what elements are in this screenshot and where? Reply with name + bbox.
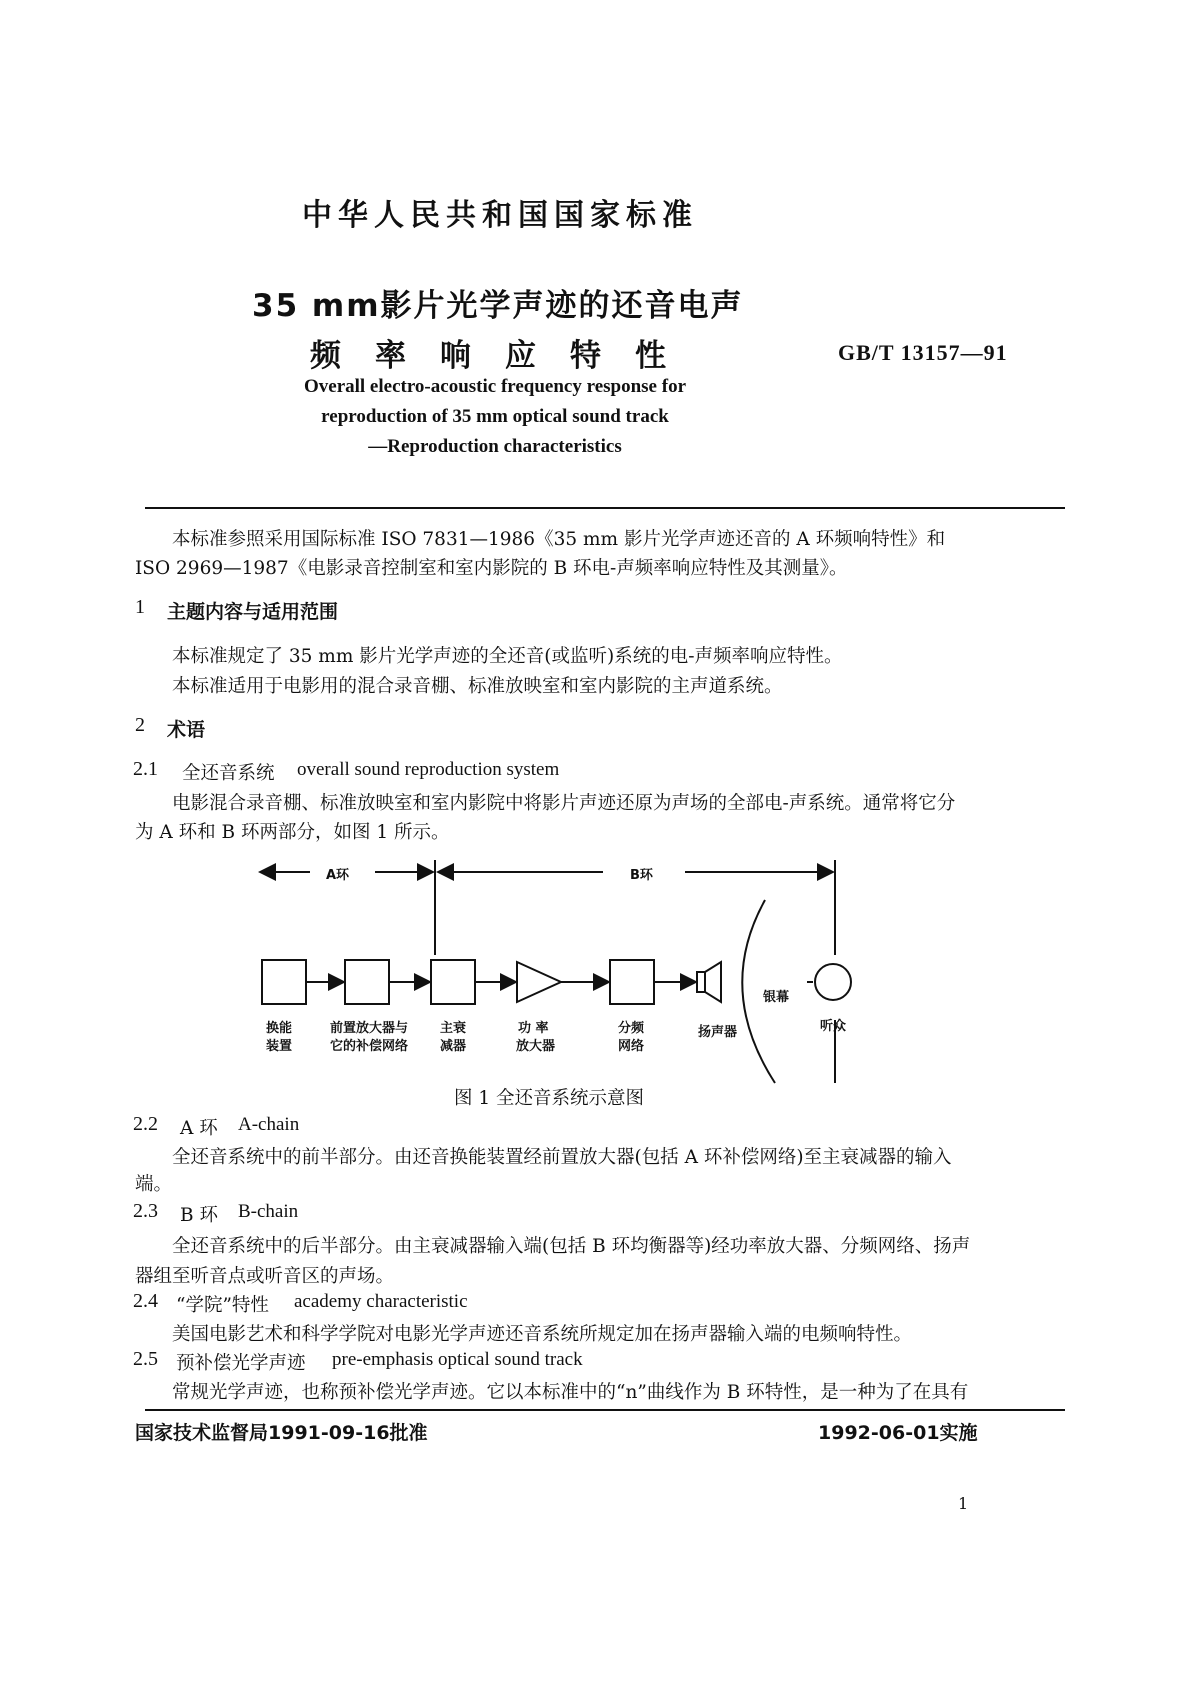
section1-line2: 本标准适用于电影用的混合录音棚、标准放映室和室内影院的主声道系统。 <box>172 676 783 697</box>
block-label: 网络 <box>618 1039 645 1054</box>
term-line: 器组至听音点或听音区的声场。 <box>135 1266 395 1287</box>
transducer-block <box>262 960 306 1004</box>
b-chain-label: B环 <box>630 868 653 883</box>
term-line: 全还音系统中的后半部分。由主衰减器输入端(包括 B 环均衡器等)经功率放大器、分频网络、扬声 <box>172 1236 971 1257</box>
speaker-icon <box>697 972 705 992</box>
listener-label: 听众 <box>820 1019 847 1034</box>
term-number: 2.5 <box>133 1348 158 1370</box>
section1-line1: 本标准规定了 35 mm 影片光学声迹的全还音(或监听)系统的电-声频率响应特性。 <box>172 646 843 667</box>
term-line: 常规光学声迹，也称预补偿光学声迹。它以本标准中的“n”曲线作为 B 环特性，是一种为了在具有 <box>172 1382 969 1403</box>
section1-title: 主题内容与适用范围 <box>167 601 339 623</box>
block-label: 装置 <box>266 1039 293 1054</box>
footer-rule <box>145 1409 1065 1411</box>
speaker-cone-icon <box>705 962 721 1002</box>
term-number: 2.1 <box>133 758 158 780</box>
signal-chain-diagram <box>255 855 875 1095</box>
english-title-line2: reproduction of 35 mm optical sound track <box>321 406 669 427</box>
preamp-block <box>345 960 389 1004</box>
speaker-label: 扬声器 <box>698 1025 738 1040</box>
doc-title-line2: 频率响应特性 <box>310 338 700 374</box>
term-number: 2.4 <box>133 1290 158 1312</box>
term-line: 为 A 环和 B 环两部分，如图 1 所示。 <box>135 822 450 843</box>
term-number: 2.3 <box>133 1200 158 1222</box>
page-number: 1 <box>958 1494 969 1513</box>
power-amp-triangle <box>517 962 561 1002</box>
term-line: 电影混合录音棚、标准放映室和室内影院中将影片声迹还原为声场的全部电-声系统。通常将它分 <box>172 793 956 814</box>
a-chain-label: A环 <box>326 868 350 883</box>
screen-label: 银幕 <box>763 990 790 1005</box>
attenuator-block <box>431 960 475 1004</box>
term-en: pre-emphasis optical sound track <box>332 1349 583 1370</box>
term-en: overall sound reproduction system <box>297 759 560 780</box>
org-title: 中华人民共和国国家标准 <box>302 198 698 233</box>
block-label: 它的补偿网络 <box>330 1039 409 1054</box>
standard-number: GB/T 13157—91 <box>838 340 1008 365</box>
section2-title: 术语 <box>167 719 206 741</box>
figure-caption: 图 1 全还音系统示意图 <box>454 1088 645 1109</box>
block-label: 前置放大器与 <box>330 1021 409 1036</box>
crossover-block <box>610 960 654 1004</box>
section1-number: 1 <box>135 596 145 618</box>
term-line: 端。 <box>135 1174 173 1195</box>
effective-date: 1992-06-01实施 <box>818 1422 978 1444</box>
intro-line1: 本标准参照采用国际标准 ISO 7831—1986《35 mm 影片光学声迹还音的 A 环频响特性》和 <box>172 529 946 550</box>
doc-title-line1: 35 mm影片光学声迹的还音电声 <box>252 288 744 324</box>
block-label: 分频 <box>618 1021 645 1036</box>
english-title-line3: —Reproduction characteristics <box>368 436 622 457</box>
term-cn: A 环 <box>180 1118 218 1139</box>
block-label: 主衰 <box>440 1021 467 1036</box>
block-label: 功 率 <box>518 1021 549 1036</box>
term-cn: 全还音系统 <box>182 763 275 784</box>
term-cn: 预补偿光学声迹 <box>176 1353 306 1374</box>
term-line: 美国电影艺术和科学学院对电影光学声迹还音系统所规定加在扬声器输入端的电频响特性。 <box>172 1324 913 1345</box>
term-line: 全还音系统中的前半部分。由还音换能装置经前置放大器(包括 A 环补偿网络)至主衰减器的输入 <box>172 1147 952 1168</box>
approval-date: 国家技术监督局1991-09-16批准 <box>135 1422 428 1444</box>
block-label: 放大器 <box>516 1039 556 1054</box>
block-label: 减器 <box>440 1039 467 1054</box>
term-cn: B 环 <box>180 1205 218 1226</box>
term-en: A-chain <box>238 1114 300 1135</box>
intro-line2: ISO 2969—1987《电影录音控制室和室内影院的 B 环电-声频率响应特性及其测量》。 <box>135 558 848 579</box>
english-title-line1: Overall electro-acoustic frequency response for <box>303 376 686 397</box>
block-label: 换能 <box>266 1021 293 1036</box>
term-cn: “学院”特性 <box>176 1295 269 1316</box>
listener-head-icon <box>815 964 851 1000</box>
section2-number: 2 <box>135 714 145 736</box>
term-number: 2.2 <box>133 1113 158 1135</box>
header-rule <box>145 507 1065 509</box>
term-en: B-chain <box>238 1201 299 1222</box>
term-en: academy characteristic <box>294 1291 468 1312</box>
